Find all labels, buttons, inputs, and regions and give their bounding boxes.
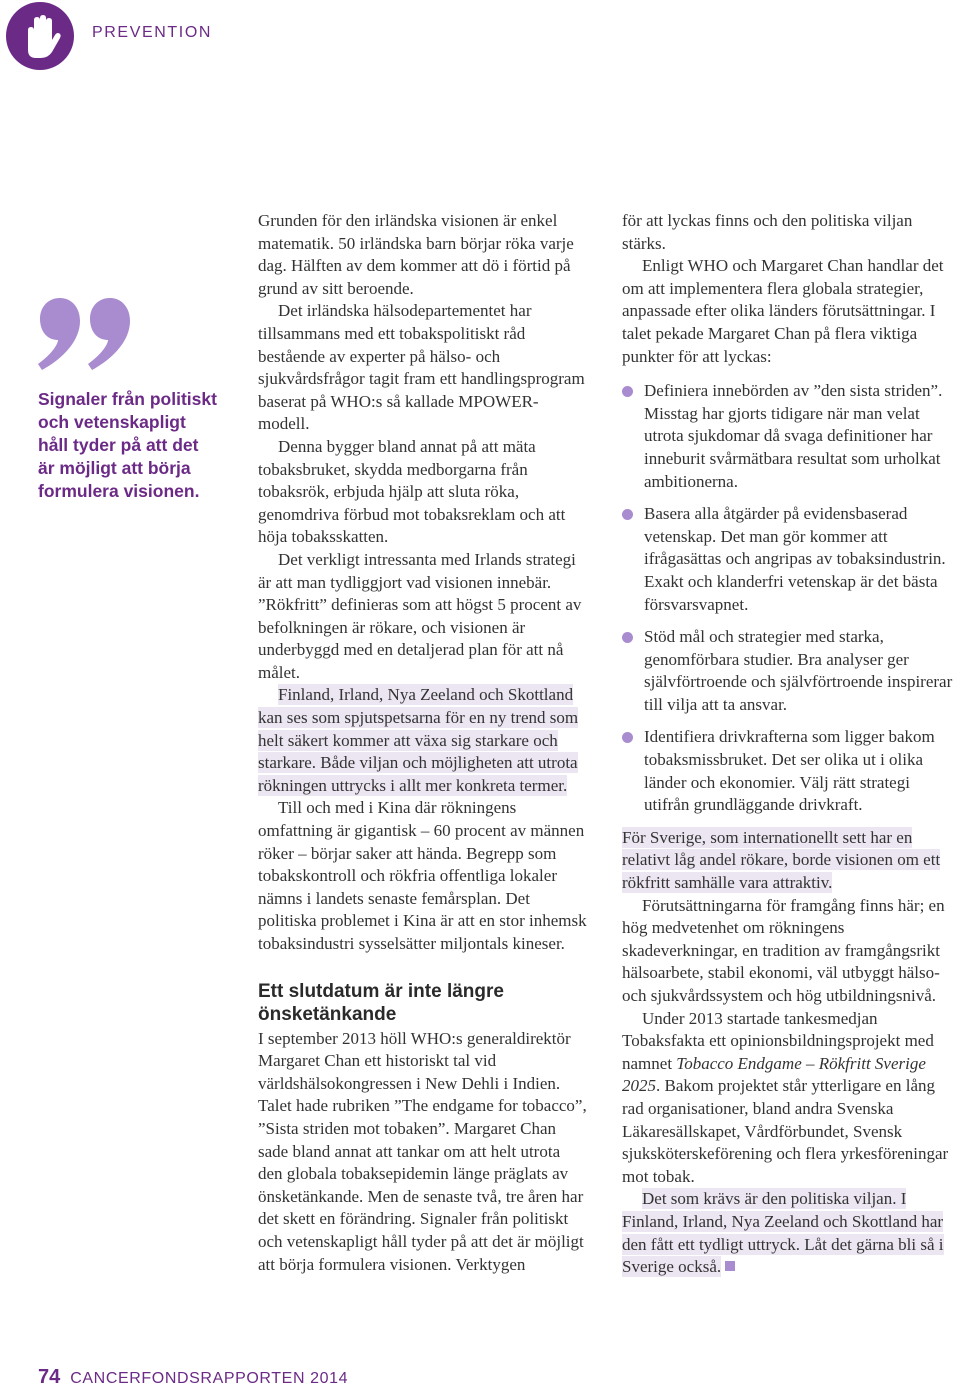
body-paragraph: Enligt WHO och Margaret Chan handlar det om att implementera flera globala strategier, anpassade efter olika länders förutsättningar. I talet pekade Margaret Chan på flera viktiga punkter för att lyckas: [622, 256, 944, 366]
list-item: Stöd mål och strategier med starka, genomförbara studier. Bra analyser ger självförtroende och självförtroende inspirerar till vilja att ta ansvar. [622, 626, 954, 716]
highlighted-paragraph [258, 684, 588, 797]
body-paragraph: I september 2013 höll WHO:s generaldirektör Margaret Chan ett historiskt tal vid världshälsokongressen i New Dehli i Indien. Talet hade rubriken ”The endgame for tobacco”, ”Sista striden mot tobaken”. Margaret Chan sade bland annat att tankar om att helt utrota den globala tobaksepidemin länge präglats av önsketänkande. Men de senaste två, tre åren har det skett en förändring. Signaler från politiskt och vetenskapligt håll tyder på att det är möjligt att börja formulera visionen. Verktygen [258, 1028, 587, 1274]
bullet-list [622, 380, 954, 817]
project-title: Tobacco Endgame – Rökfritt Sverige 2025 [622, 1053, 926, 1096]
bullet-dot-icon [622, 386, 633, 397]
pull-quote: Signaler från politiskt och vetenskapligt håll tyder på att det är möjligt att börja formulera visionen. [38, 389, 217, 501]
highlight-text: Finland, Irland, Nya Zeeland och Skottland kan ses som spjutspetsarna för en ny trend som helt säkert kommer att växa sig starkare och starkare. Både viljan och möjligheten att utrota rökningen uttrycks i allt mer konkreta termer. [258, 685, 579, 795]
bullet-dot-icon [622, 509, 633, 520]
section-logo [6, 2, 74, 70]
publication-name: CANCERFONDSRAPPORTEN 2014 [70, 1370, 349, 1387]
body-paragraph: för att lyckas finns och den politiska viljan stärks. [622, 211, 913, 253]
end-mark-icon [725, 1261, 735, 1271]
body-paragraph: Förutsättningarna för framgång finns här; en hög medvetenhet om rökningens skadeverkningar, en tradition av framgångsrikt hälsoarbete, stabil ekonomi, väl utbyggt hälso- och sjukvårdssystem och hög utbildningsnivå. [622, 895, 945, 1005]
quotation-marks-icon [36, 296, 136, 376]
list-item: Definiera innebörden av ”den sista striden”. Misstag har gjorts tidigare när man velat utrota sjukdomar då svaga definitioner har inneburit svårmätbara resultat som urholkat ambitionerna. [622, 380, 954, 493]
body-paragraph: Det irländska hälsodepartementet har tillsammans med ett tobakspolitiskt råd bestående av experter på hälso- och sjukvårdsfrågor tagit fram ett handlingsprogram baserat på WHO:s så kallade MPOWER-modell. [258, 301, 585, 434]
stop-hand-icon [6, 2, 74, 70]
body-paragraph: Denna bygger bland annat på att mäta tobaksbruket, skydda medborgarna från tobaksrök, erbjuda hjälp att sluta röka, genomdriva förbud mot tobaksreklam och att höja tobaksskatten. [258, 436, 566, 547]
highlighted-paragraph [622, 827, 954, 895]
bullet-dot-icon [622, 732, 633, 743]
article-column-2 [622, 210, 954, 1279]
page-number: 74 [38, 1366, 61, 1388]
section-heading: Ett slutdatum är inte längre önsketänkande [258, 980, 504, 1025]
highlighted-paragraph [622, 1188, 954, 1278]
bullet-dot-icon [622, 632, 633, 643]
article-column-1 [258, 210, 588, 1276]
list-item: Basera alla åtgärder på evidensbaserad vetenskap. Det man gör kommer att ifrågasättas och angripas av tobaksindustrin. Exakt och klanderfri vetenskap är det bästa försvarsvapnet. [622, 503, 954, 616]
body-paragraph: Grunden för den irländska visionen är enkel matematik. 50 irländska barn börjar röka varje dag. Hälften av dem kommer att dö i förtid på grund av sitt beroende. [258, 211, 574, 298]
list-item: Identifiera drivkrafterna som ligger bakom tobaksmissbruket. Det ser olika ut i olika länder och ekonomier. Välj rätt strategi utifrån grundläggande drivkraft. [622, 726, 954, 816]
section-label: PREVENTION [92, 24, 213, 41]
highlight-text: Det som krävs är den politiska viljan. I Finland, Irland, Nya Zeeland och Skottland har den fått ett tydligt uttryck. Låt det gärna bli så i Sverige också. [622, 1189, 944, 1277]
highlight-text: För Sverige, som internationellt sett har en relativt låg andel rökare, borde visionen om ett rökfritt samhälle vara attraktiv. [622, 827, 941, 893]
page-footer [38, 1366, 348, 1389]
body-paragraph: Det verkligt intressanta med Irlands strategi är att man tydliggjort vad visionen innebär. ”Rökfritt” definieras som att högst 5 procent av befolkningen är rökare, och visionen är underbyggd med en detaljerad plan för att nå målet. [258, 549, 582, 682]
body-paragraph: Till och med i Kina där rökningens omfattning är gigantisk – 60 procent av männen röker – börjar saker att hända. Begrepp som tobakskontroll och rökfria offentliga lokaler nämns i landets senaste femårsplan. Det politiska problemet i Kina är att en stor inhemsk tobaksindustri sysselsätter miljontals kineser. [258, 798, 587, 953]
body-paragraph: Under 2013 startade tankesmedjan Tobaksfakta ett opinionsbildningsprojekt med namnet Tobacco Endgame – Rökfritt Sverige 2025. Bakom projektet står ytterligare en lång rad organisationer, bland andra Svenska Läkaresällskapet, Vårdförbundet, Svensk sjuksköterskeförening och flera yrkesföreningar mot tobak. [622, 1008, 949, 1186]
